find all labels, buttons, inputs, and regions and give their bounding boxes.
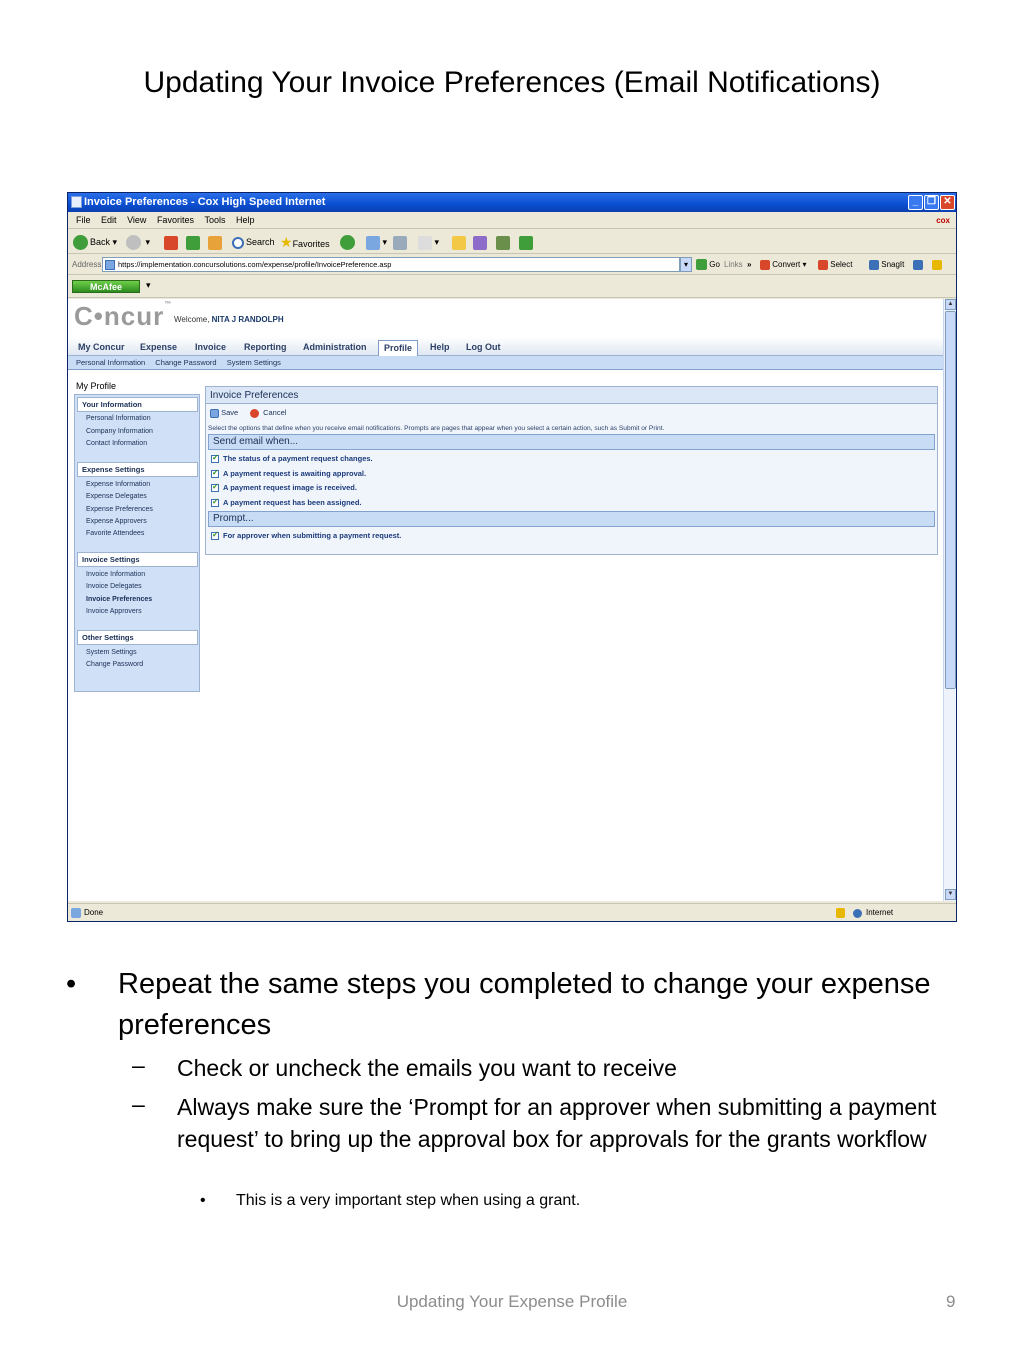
concur-logo: C•ncur™ [74, 301, 173, 331]
sidebar-invoice-settings-header: Invoice Settings [77, 552, 198, 567]
history-icon [340, 235, 355, 250]
nav-expense[interactable]: Expense [140, 342, 178, 352]
sidebar-item-expense-preferences[interactable]: Expense Preferences [86, 506, 153, 513]
prompt-option-approver[interactable]: ✓For approver when submitting a payment request. [211, 531, 401, 540]
refresh-icon [186, 236, 200, 250]
history-button[interactable] [340, 234, 357, 250]
messenger-icon [496, 236, 510, 250]
nav-profile[interactable]: Profile [378, 340, 418, 356]
bullet-icon: • [66, 968, 77, 1000]
save-button[interactable]: Save [210, 408, 238, 418]
main-bullet-text: Repeat the same steps you completed to change your expense preferences [118, 968, 931, 1041]
sidebar-item-invoice-information[interactable]: Invoice Information [86, 571, 146, 578]
sidebar-item-expense-information[interactable]: Expense Information [86, 481, 151, 488]
user-name: NITA J RANDOLPH [211, 315, 284, 324]
mail-button[interactable]: ▾ [366, 234, 387, 250]
status-text: Done [84, 908, 104, 917]
cancel-button[interactable]: Cancel [250, 408, 286, 418]
page-icon [105, 260, 115, 270]
research-icon [473, 236, 487, 250]
email-option-status-changes[interactable]: ✓The status of a payment request changes. [211, 454, 373, 463]
invoice-preferences-panel [205, 386, 938, 555]
print-button[interactable] [393, 234, 407, 250]
chevron-icon[interactable]: » [747, 260, 752, 269]
print-icon [393, 236, 407, 250]
profile-sidebar [74, 394, 200, 692]
research-button[interactable] [473, 234, 487, 250]
refresh-button[interactable] [186, 234, 200, 250]
checkbox[interactable] [211, 455, 219, 463]
sidebar-item-contact-information[interactable]: Contact Information [86, 440, 148, 447]
address-label: Address [72, 260, 102, 269]
email-option-awaiting-approval[interactable]: ✓A payment request is awaiting approval. [211, 469, 366, 478]
sidebar-item-expense-delegates[interactable]: Expense Delegates [86, 493, 147, 500]
edit-icon [418, 236, 432, 250]
nav-my-concur[interactable]: My Concur [78, 342, 125, 352]
select-button[interactable]: Select [818, 255, 852, 275]
window-icon [913, 260, 923, 270]
sidebar-item-invoice-approvers[interactable]: Invoice Approvers [86, 608, 142, 615]
stop-button[interactable] [164, 234, 178, 250]
minimize-button[interactable]: _ [908, 195, 923, 210]
status-bar [68, 903, 956, 921]
footer-title: Updating Your Expense Profile [396, 1292, 628, 1311]
page-icon [71, 196, 82, 208]
subnav-system-settings[interactable]: System Settings [226, 358, 281, 367]
address-dropdown[interactable]: ▾ [680, 257, 692, 272]
url-input[interactable]: https://implementation.concursolutions.com/expense/profile/InvoicePreference.asp [102, 257, 680, 272]
scroll-thumb[interactable] [945, 311, 956, 689]
sidebar-other-settings-header: Other Settings [77, 630, 198, 645]
search-button[interactable]: Search [232, 234, 275, 250]
browser-toolbar [68, 230, 956, 254]
sidebar-item-favorite-attendees[interactable]: Favorite Attendees [86, 530, 145, 537]
page-number: 9 [946, 1292, 956, 1311]
users-icon [519, 236, 533, 250]
folder-icon [452, 236, 466, 250]
sidebar-item-expense-approvers[interactable]: Expense Approvers [86, 518, 147, 525]
checkbox[interactable] [211, 499, 219, 507]
checkbox[interactable] [211, 470, 219, 478]
messenger-button[interactable] [496, 234, 510, 250]
convert-button[interactable]: Convert ▾ [760, 255, 807, 275]
back-button[interactable]: Back ▾ [73, 234, 117, 250]
sub-sub-bullet: This is a very important step when using a grant. [236, 1192, 581, 1209]
address-bar [68, 255, 956, 275]
back-arrow-icon [73, 235, 88, 250]
links-bar [68, 276, 956, 298]
go-button[interactable]: Go [696, 255, 720, 275]
sidebar-item-personal-information[interactable]: Personal Information [86, 415, 151, 422]
snagit-button[interactable]: SnagIt [869, 255, 904, 275]
nav-invoice[interactable]: Invoice [195, 342, 227, 352]
menu-tools[interactable]: Tools [204, 215, 226, 225]
main-nav [68, 337, 943, 356]
sidebar-item-change-password[interactable]: Change Password [86, 661, 144, 668]
forward-arrow-icon [126, 235, 141, 250]
email-option-assigned[interactable]: ✓A payment request has been assigned. [211, 498, 362, 507]
nav-administration[interactable]: Administration [303, 342, 367, 352]
slide-title: Updating Your Invoice Preferences (Email Notifications) [143, 66, 881, 99]
menu-favorites[interactable]: Favorites [156, 215, 194, 225]
close-button[interactable]: ✕ [940, 195, 955, 210]
nav-help[interactable]: Help [430, 342, 450, 352]
window-title: Invoice Preferences - Cox High Speed Internet [84, 196, 326, 208]
star-icon: ★ [280, 234, 293, 250]
home-icon [208, 236, 222, 250]
nav-reporting[interactable]: Reporting [244, 342, 287, 352]
snagit-window-button[interactable] [913, 255, 923, 275]
email-option-image-received[interactable]: ✓A payment request image is received. [211, 483, 357, 492]
stop-icon [164, 236, 178, 250]
lock-icon [836, 908, 845, 918]
page-status-icon [71, 908, 81, 918]
users-button[interactable] [519, 234, 533, 250]
menu-help[interactable]: Help [236, 215, 255, 225]
mcafee-dropdown[interactable]: ▾ [146, 280, 151, 290]
bullet-icon: • [200, 1192, 206, 1209]
search-icon [232, 237, 244, 249]
dash-icon: – [132, 1052, 145, 1078]
subnav-change-password[interactable]: Change Password [155, 358, 217, 367]
sidebar-item-company-information[interactable]: Company Information [86, 428, 153, 435]
prompt-header: Prompt... [208, 511, 935, 527]
security-zone: Internet [866, 908, 894, 917]
dash-icon: – [132, 1091, 145, 1117]
menu-edit[interactable]: Edit [101, 215, 117, 225]
scroll-down-icon[interactable]: ▼ [945, 889, 956, 900]
edit-button[interactable]: ▾ [418, 234, 439, 250]
checkbox[interactable] [211, 484, 219, 492]
welcome-text: Welcome, NITA J RANDOLPH [174, 315, 284, 324]
window-titlebar [68, 193, 956, 212]
sidebar-item-system-settings[interactable]: System Settings [86, 649, 137, 656]
concur-page [68, 299, 943, 901]
sidebar-item-invoice-delegates[interactable]: Invoice Delegates [86, 583, 142, 590]
sub-bullet-2: Always make sure the ‘Prompt for an approver when submitting a payment request’ to bring up the approval box for approvals for the grants workflow [177, 1094, 937, 1152]
browser-window [67, 192, 957, 922]
sub-bullet-1: Check or uncheck the emails you want to receive [177, 1055, 677, 1081]
screen-icon [932, 260, 942, 270]
cancel-icon [250, 409, 259, 418]
menu-view[interactable]: View [127, 215, 147, 225]
panel-title: Invoice Preferences [206, 387, 937, 404]
panel-description: Select the options that define when you receive email notifications. Prompts are pages that appear when you select a certain action, such as Submit or Print. [208, 425, 665, 432]
my-profile-heading: My Profile [76, 381, 117, 391]
snagit-icon [869, 260, 879, 270]
snagit-screen-button[interactable] [932, 255, 942, 275]
subnav-personal-information[interactable]: Personal Information [76, 358, 146, 367]
home-button[interactable] [208, 234, 222, 250]
links-label[interactable]: Links [724, 260, 743, 269]
menu-bar [68, 212, 956, 229]
menu-file[interactable]: File [76, 215, 91, 225]
sidebar-item-invoice-preferences[interactable]: Invoice Preferences [86, 596, 153, 603]
mail-icon [366, 236, 380, 250]
maximize-button[interactable]: ❐ [924, 195, 939, 210]
isp-logo: cox [936, 216, 950, 225]
mcafee-button[interactable]: McAfee [72, 280, 140, 293]
sidebar-expense-settings-header: Expense Settings [77, 462, 198, 477]
favorites-button[interactable]: ★Favorites [280, 234, 330, 250]
checkbox[interactable] [211, 532, 219, 540]
globe-icon [853, 909, 862, 918]
forward-button[interactable]: ▾ [126, 234, 150, 250]
scroll-up-icon[interactable]: ▲ [945, 299, 956, 310]
go-arrow-icon [696, 259, 707, 270]
select-icon [818, 260, 828, 270]
nav-log-out[interactable]: Log Out [466, 342, 501, 352]
sidebar-your-information-header: Your Information [77, 397, 198, 412]
save-icon [210, 409, 219, 418]
vertical-scrollbar[interactable] [943, 299, 956, 901]
sub-nav [68, 356, 943, 370]
folder-button[interactable] [452, 234, 466, 250]
send-email-header: Send email when... [208, 434, 935, 450]
convert-icon [760, 260, 770, 270]
